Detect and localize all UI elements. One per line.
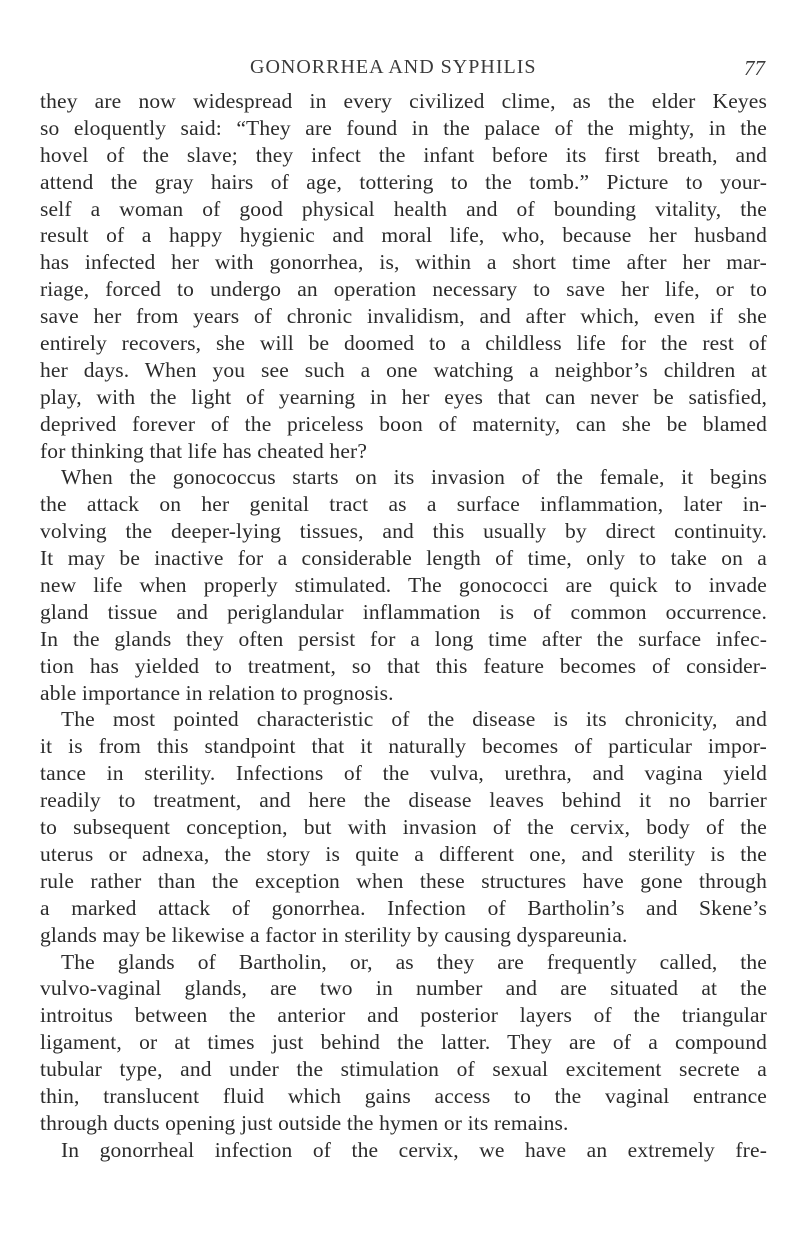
- text-line: vulvo-vaginal glands, are two in number and are situated at the: [40, 976, 767, 1001]
- text-line: entirely recovers, she will be doomed to a childless life for the rest of: [40, 331, 767, 356]
- text-line: When the gonococcus starts on its invasion of the female, it begins: [61, 465, 767, 490]
- text-line: tubular type, and under the stimulation of sexual excitement secrete a: [40, 1057, 767, 1082]
- text-line: gland tissue and periglandular inflammation is of common occurrence.: [40, 599, 767, 624]
- text-line: attend the gray hairs of age, tottering to the tomb.” Picture to your-: [40, 169, 767, 194]
- text-line: to subsequent conception, but with invasion of the cervix, body of the: [40, 815, 767, 840]
- text-line: it is from this standpoint that it naturally becomes of particular impor-: [40, 734, 767, 759]
- text-line: tion has yielded to treatment, so that this feature becomes of consider-: [40, 653, 767, 678]
- text-line: The most pointed characteristic of the disease is its chronicity, and: [61, 707, 767, 732]
- text-line: self a woman of good physical health and of bounding vitality, the: [40, 196, 767, 221]
- text-line: for thinking that life has cheated her?: [40, 438, 368, 463]
- text-line: deprived forever of the priceless boon of maternity, can she be blamed: [40, 411, 767, 436]
- text-line: In gonorrheal infection of the cervix, we have an extremely fre-: [61, 1137, 767, 1162]
- text-line: ligament, or at times just behind the latter. They are of a compound: [40, 1030, 767, 1055]
- text-line: In the glands they often persist for a long time after the surface infec-: [40, 626, 767, 651]
- text-line: readily to treatment, and here the disease leaves behind it no barrier: [40, 788, 767, 813]
- text-line: riage, forced to undergo an operation necessary to save her life, or to: [40, 277, 767, 302]
- text-line: thin, translucent fluid which gains access to the vaginal entrance: [40, 1083, 767, 1108]
- text-line: volving the deeper-lying tissues, and this usually by direct continuity.: [40, 519, 767, 544]
- text-line: tance in sterility. Infections of the vulva, urethra, and vagina yield: [40, 761, 767, 786]
- text-line: introitus between the anterior and posterior layers of the triangular: [40, 1003, 767, 1028]
- text-line: result of a happy hygienic and moral life, who, because her husband: [40, 223, 767, 248]
- text-line: able importance in relation to prognosis.: [40, 680, 394, 705]
- text-line: the attack on her genital tract as a surface inflammation, later in-: [40, 492, 767, 517]
- text-line: so eloquently said: “They are found in the palace of the mighty, in the: [40, 115, 767, 140]
- text-line: glands may be likewise a factor in sterility by causing dyspareunia.: [40, 922, 628, 947]
- page-number: 77: [744, 56, 765, 80]
- text-line: has infected her with gonorrhea, is, within a short time after her mar-: [40, 250, 767, 275]
- text-line: uterus or adnexa, the story is quite a different one, and sterility is the: [40, 841, 767, 866]
- text-line: hovel of the slave; they infect the infant before its first breath, and: [40, 142, 767, 167]
- text-line: play, with the light of yearning in her eyes that can never be satisfied,: [40, 384, 767, 409]
- body-text: [40, 88, 767, 1164]
- running-head: [0, 56, 801, 86]
- text-line: through ducts opening just outside the hymen or its remains.: [40, 1110, 569, 1135]
- text-line: new life when properly stimulated. The gonococci are quick to invade: [40, 573, 767, 598]
- running-head-title: GONORRHEA AND SYPHILIS: [250, 56, 537, 78]
- text-line: save her from years of chronic invalidism, and after which, even if she: [40, 304, 767, 329]
- text-line: rule rather than the exception when these structures have gone through: [40, 868, 767, 893]
- text-line: a marked attack of gonorrhea. Infection of Bartholin’s and Skene’s: [40, 895, 767, 920]
- text-line: her days. When you see such a one watching a neighbor’s children at: [40, 357, 767, 382]
- text-line: It may be inactive for a considerable length of time, only to take on a: [40, 546, 767, 571]
- text-line: they are now widespread in every civilized clime, as the elder Keyes: [40, 89, 767, 113]
- text-line: The glands of Bartholin, or, as they are frequently called, the: [61, 949, 767, 974]
